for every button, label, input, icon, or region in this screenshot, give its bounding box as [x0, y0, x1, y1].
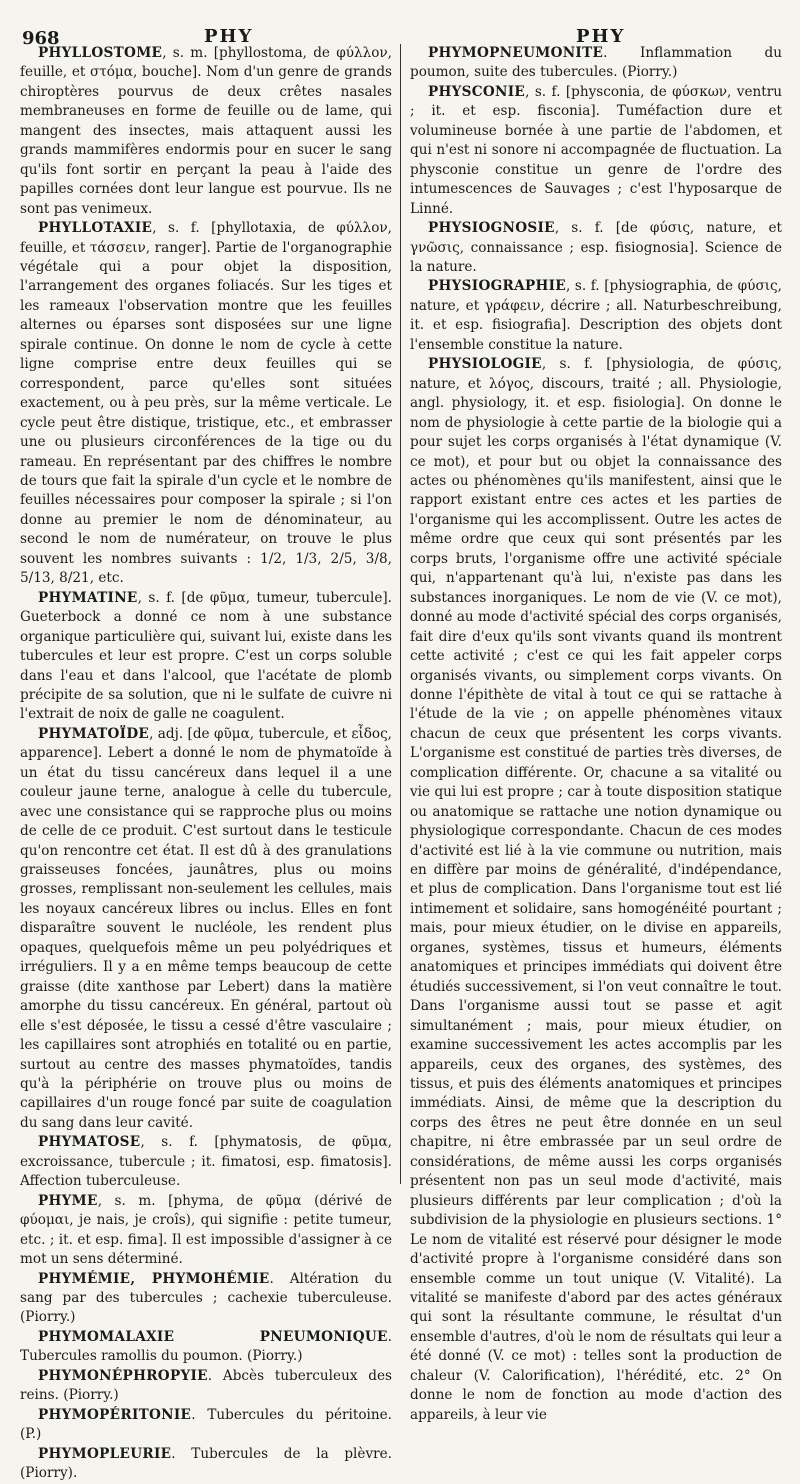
entry-text: . Tubercules du péritoine. (P.): [20, 1406, 392, 1443]
dictionary-entry: [20, 1406, 392, 1445]
dictionary-entry: [20, 1328, 392, 1367]
entry-text: . Altération du sang par des tubercules ; cachexie tuberculeuse. (Piorry.): [20, 1270, 392, 1326]
right-column: [410, 44, 782, 1423]
right-running-headword: PHY: [576, 26, 626, 47]
dictionary-entry: [20, 1133, 392, 1191]
entry-term: PHYSCONIE: [428, 83, 526, 100]
column-divider: [400, 44, 401, 1184]
dictionary-entry: [20, 1192, 392, 1270]
dictionary-entry: [20, 1367, 392, 1406]
entry-term: PHYSIOLOGIE: [428, 356, 542, 373]
dictionary-entry: [20, 725, 392, 1134]
entry-term: PHYMOPLEURIE: [38, 1445, 172, 1462]
entry-text: , s. m. [phyllostoma, de φύλλον, feuille, et στόμα, bouche]. Nom d'un genre de grands chiroptères pourvus de deux crêtes nasales membraneuses en forme de feuille ou de lame, qui mangent des insectes, mais attaquent aussi les grands mammifères endormis pour en sucer le sang qu'ils font sortir en perçant la peau à l'aide des papilles cornées dont leur langue est pourvue. Ils ne sont pas venimeux.: [20, 45, 392, 217]
entry-term: PHYMOPÉRITONIE: [38, 1406, 192, 1423]
page-number: 968: [22, 28, 60, 49]
entry-term: PHYLLOSTOME: [38, 45, 163, 61]
dictionary-entry: [20, 219, 392, 589]
entry-text: , s. f. [phymatosis, de φῦμα, excroissance, tubercule ; it. fimatosi, esp. fimatosis]. Affection tuberculeuse.: [20, 1134, 392, 1190]
entry-text: . Tubercules ramollis du poumon. (Piorry.): [20, 1328, 392, 1365]
dictionary-entry: [20, 44, 392, 219]
entry-term: PHYMATOÏDE: [38, 725, 150, 742]
entry-term: PHYSIOGNOSIE: [428, 220, 555, 237]
entry-term: PHYMÉMIE, PHYMOHÉMIE: [38, 1270, 270, 1287]
entry-text: . Tubercules de la plèvre. (Piorry).: [20, 1445, 392, 1482]
entry-text: , s. f. [de φύσις, nature, et γνῶσις, connaissance ; esp. fisiognosia]. Science de la nature.: [410, 220, 782, 275]
entry-text: , s. f. [physiologia, de φύσις, nature, et λόγος, discours, traité ; all. Physiologie, angl. physiology, it. et esp. fisiologia]. On donne le nom de physiologie à cette partie de la biologie qui a pour sujet les corps organisés à l'état dynamique (V. ce mot), et pour but ou objet la connaissance des actes ou phénomènes qu'ils manifestent, ainsi que le rapport existant entre ces actes et les parties de l'organisme qui les accomplissent. Outre les actes de même ordre que ceux qui sont présentés par les corps bruts, l'organisme offre une activité spéciale qui, n'appartenant qu'à lui, n'existe pas dans les substances inorganiques. Le nom de vie (V. ce mot), donné au mode d'activité spécial des corps organisés, fait dire d'eux qu'ils sont vivants quand ils montrent cette activité ; c'est ce qui les fait appeler corps organisés vivants, ou simplement corps vivants. On donne l'épithète de vital à tout ce qui se rattache à l'étude de la vie ; on appelle phénomènes vitaux chacun de ceux que présentent les corps vivants. L'organisme est constitué de parties très diverses, de complication différente. Or, chacune a sa vitalité ou vie qui lui est propre ; car à toute disposition statique ou anatomique se rattache une notion dynamique ou physiologique correspondante. Chacun de ces modes d'activité est lié à la vie commune ou nutrition, mais en diffère par moins de généralité, d'indépendance, et plus de complication. Dans l'organisme tout est lié intimement et solidaire, sans homogénéité pourtant ; mais, pour mieux étudier, on le divise en appareils, organes, systèmes, tissus et humeurs, éléments anatomiques et principes immédiats qui doivent être étudiés successivement, si l'on veut connaître le tout. Dans l'organisme aussi tout se passe et agit simultanément ; mais, pour mieux étudier, on examine successivement les actes accomplis par les appareils, ceux des organes, des systèmes, des tissus, et puis des éléments anatomiques et principes immédiats. Ainsi, de même que la description du corps des êtres ne peut être donnée en un seul chapitre, ni être embrassée par un seul ordre de considérations, de même aussi les corps organisés présentent non pas un seul mode d'activité, mais plusieurs différents par leur complication ; d'où la subdivision de la physiologie en plusieurs sections. 1° Le nom de vitalité est réservé pour désigner le mode d'activité propre à l'organisme considéré dans son ensemble comme un tout unique (V. Vitalité). La vitalité se manifeste d'abord par des actes généraux qui sont la résultante commune, le résultat d'un ensemble d'autres, d'où le nom de résultats qui leur a été donné (V. ce mot) : telles sont la production de chaleur (V. Calorification), l'hérédité, etc. 2° On donne le nom de fonction au mode d'action des appareils, à leur vie: [410, 356, 782, 1423]
entry-term: PHYMATOSE: [38, 1134, 141, 1151]
dictionary-entry: [20, 589, 392, 725]
entry-text: , adj. [de φῦμα, tubercule, et εἶδος, apparence]. Lebert a donné le nom de phymatoïde à un état du tissu cancéreux dans lequel il a une couleur jaune terne, analogue à celle du tubercule, avec une consistance qui se rapproche plus ou moins de celle de ce produit. C'est surtout dans le testicule qu'on rencontre cet état. Il est dû à des granulations graisseuses foncées, jaunâtres, plus ou moins grosses, remplissant non-seulement les cellules, mais les noyaux cancéreux libres ou inclus. Elles en font disparaître souvent le nucléole, les rendent plus opaques, quelquefois même un peu polyédriques et irréguliers. Il y a en même temps beaucoup de cette graisse (dite xanthose par Lebert) dans la matière amorphe du tissu cancéreux. En général, partout où elle s'est déposée, le tissu a cessé d'être vasculaire ; les capillaires sont atrophiés en totalité ou en partie, surtout au centre des masses phymatoïdes, tandis qu'à la périphérie on trouve plus ou moins de capillaires d'un rouge foncé par suite de coagulation du sang dans leur cavité.: [20, 725, 392, 1131]
entry-term: PHYME: [38, 1192, 98, 1209]
page-header: [0, 14, 800, 49]
dictionary-entry: [20, 1445, 392, 1484]
dictionary-entry: [410, 219, 782, 277]
left-column: [20, 44, 392, 1482]
dictionary-entry: [410, 44, 782, 83]
dictionary-entry: [410, 277, 782, 355]
dictionary-entry: [20, 1270, 392, 1328]
left-running-headword: PHY: [204, 26, 254, 47]
entry-text: , s. f. [de φῦμα, tumeur, tubercule]. Gueterbock a donné ce nom à une substance organique particulière qui, suivant lui, existe dans les tubercules et leur est propre. C'est un corps soluble dans l'eau et dans l'alcool, que l'acétate de plomb précipite de sa solution, que ni le sulfate de cuivre ni l'extrait de noix de galle ne coagulent.: [20, 589, 392, 723]
entry-term: PHYSIOGRAPHIE: [428, 278, 566, 295]
dictionary-entry: [410, 355, 782, 1425]
entry-text: , s. f. [physiographia, de φύσις, nature, et γράφειν, décrire ; all. Naturbeschreibung, it. et esp. fisiografia]. Description des objets dont l'ensemble constitue la nature.: [410, 278, 782, 353]
entry-term: PHYMOMALAXIE PNEUMONIQUE: [38, 1328, 388, 1345]
entry-term: PHYMOPNEUMONITE: [428, 45, 604, 61]
dictionary-entry: [410, 83, 782, 219]
entry-term: PHYMONÉPHROPYIE: [38, 1367, 208, 1384]
entry-term: PHYMATINE: [38, 589, 138, 606]
entry-term: PHYLLOTAXIE: [38, 220, 153, 237]
entry-text: , s. m. [phyma, de φῦμα (dérivé de φύομαι, je nais, je croîs), qui signifie : petite tumeur, etc. ; it. et esp. fima]. Il est impossible d'assigner à ce mot un sens déterminé.: [20, 1192, 392, 1268]
entry-text: . Inflammation du poumon, suite des tubercules. (Piorry.): [410, 45, 782, 81]
entry-text: , s. f. [phyllotaxia, de φύλλον, feuille, et τάσσειν, ranger]. Partie de l'organographie végétale qui a pour objet la disposition, l'arrangement des organes foliacés. Sur les tiges et les rameaux l'observation montre que les feuilles alternes ou éparses sont disposées sur une ligne spirale continue. On donne le nom de cycle à cette ligne comprise entre deux feuilles qui se correspondent, parce qu'elles sont situées exactement, ou à peu près, sur la même verticale. Le cycle peut être distique, tristique, etc., et embrasser une ou plusieurs circonférences de la tige ou du rameau. En représentant par des chiffres le nombre de tours que fait la spirale d'un cycle et le nombre de feuilles nécessaires pour composer la spirale ; si l'on donne au premier le nom de dénominateur, au second le nom de numérateur, on trouve le plus souvent les nombres suivants : 1/2, 1/3, 2/5, 3/8, 5/13, 8/21, etc.: [20, 220, 392, 587]
entry-text: , s. f. [physconia, de φύσκων, ventru ; it. et esp. fisconia]. Tuméfaction dure et volumineuse bornée à une partie de l'abdomen, et qui n'est ni sonore ni accompagnée de fluctuation. La physconie constitue un genre de l'ordre des intumescences de Sauvages ; c'est l'hyposarque de Linné.: [410, 83, 782, 217]
entry-text: . Abcès tuberculeux des reins. (Piorry.): [20, 1367, 392, 1404]
